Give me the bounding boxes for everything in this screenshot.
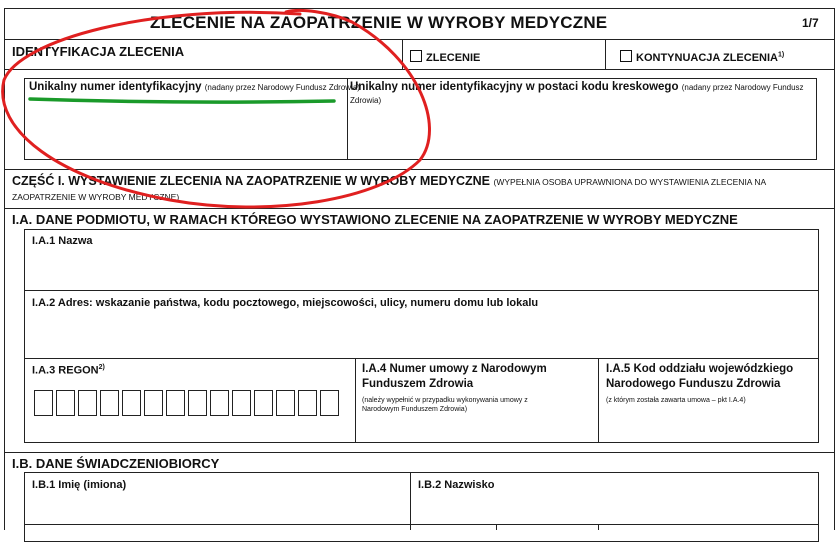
identification-heading: IDENTYFIKACJA ZLECENIA — [12, 44, 185, 59]
option-continuation-label: KONTYNUACJA ZLECENIA — [636, 52, 778, 64]
ib-last-name-label: I.B.2 Nazwisko — [418, 479, 495, 491]
part1-note: (WYPEŁNIA OSOBA UPRAWNIONA DO WYSTAWIENIA ZLECENIA NA ZAOPATRZENIE W WYROBY MEDYCZNE) — [12, 177, 766, 202]
ib-first-name-label: I.B.1 Imię (imiona) — [32, 479, 127, 491]
unique-number-note: (nadany przez Narodowy Fundusz Zdrowia) — [204, 83, 360, 92]
green-underline-annotation — [30, 99, 334, 102]
option-order-label: ZLECENIE — [426, 52, 481, 64]
footnote-2: 2) — [98, 364, 105, 371]
ib-heading: I.B. DANE ŚWIADCZENIOBIORCY — [12, 456, 220, 471]
barcode-note: (nadany przez Narodowy Fundusz Zdrowia) — [350, 83, 804, 105]
ia-name-label: I.A.1 Nazwa — [32, 235, 93, 247]
red-ellipse-annotation — [3, 10, 430, 207]
ia-heading: I.A. DANE PODMIOTU, W RAMACH KTÓREGO WYSTAWIONO ZLECENIE NA ZAOPATRZENIE W WYROBY MEDYCZNE — [12, 212, 738, 227]
ia-contract-note: (należy wypełnić w przypadku wykonywania umowy z Narodowym Funduszem Zdrowia) — [362, 397, 528, 413]
form-title: ZLECENIE NA ZAOPATRZENIE W WYROBY MEDYCZNE — [150, 13, 608, 32]
page-number: 1/7 — [802, 16, 819, 30]
footnote-1: 1) — [778, 51, 785, 59]
ia-branch-note: (z którym została zawarta umowa – pkt I.A.4) — [606, 397, 746, 404]
unique-number-label: Unikalny numer identyfikacyjny — [29, 81, 202, 93]
ia-regon-label: I.A.3 REGON — [32, 364, 99, 377]
barcode-label: Unikalny numer identyfikacyjny w postaci kodu kreskowego — [350, 81, 679, 93]
ia-branch-label: I.A.5 Kod oddziału wojewódzkiego Narodowego Funduszu Zdrowia — [606, 363, 794, 390]
part1-heading: CZĘŚĆ I. WYSTAWIENIE ZLECENIA NA ZAOPATRZENIE W WYROBY MEDYCZNE — [12, 174, 491, 188]
ia-address-label: I.A.2 Adres: wskazanie państwa, kodu pocztowego, miejscowości, ulicy, numeru domu lub lokalu — [32, 297, 539, 309]
ia-contract-label: I.A.4 Numer umowy z Narodowym Funduszem Zdrowia — [362, 363, 547, 390]
